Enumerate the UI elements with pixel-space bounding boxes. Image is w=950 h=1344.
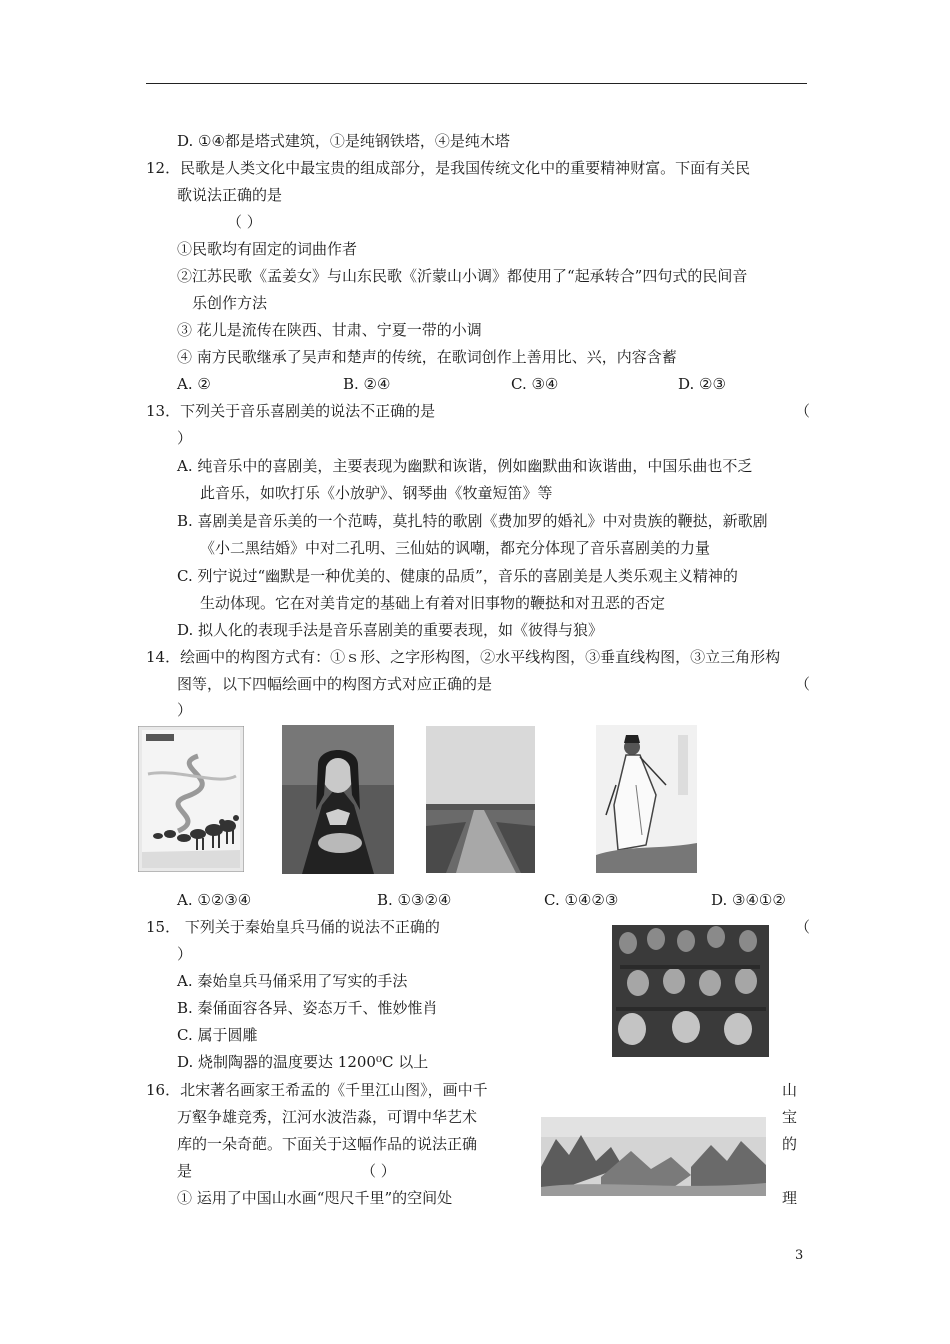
q12-statement-2-line1: ②江苏民歌《孟姜女》与山东民歌《沂蒙山小调》都使用了“起承转合”四句式的民间音 <box>177 267 748 285</box>
q12-option-d: D. ②③ <box>678 375 726 393</box>
q15-option-b: B. 秦俑面容各异、姿态万千、惟妙惟肖 <box>177 999 438 1017</box>
q16-line2: 万壑争雄竞秀，江河水波浩淼，可谓中华艺术 <box>177 1108 478 1126</box>
q13-option-d: D. 拟人化的表现手法是音乐喜剧美的重要表现，如《彼得与狼》 <box>177 621 604 639</box>
mona-lisa-painting <box>282 725 394 874</box>
q16-line5-right: 理 <box>782 1189 798 1207</box>
q15-paren-open: （ <box>795 918 811 936</box>
q13-option-c-line2: 生动体现。它在对美肯定的基础上有着对旧事物的鞭挞和对丑恶的否定 <box>200 594 666 612</box>
q11-option-d: D. ①④都是塔式建筑，①是纯钢铁塔，④是纯木塔 <box>177 132 510 150</box>
q12-stem-line1: 12．民歌是人类文化中最宝贵的组成部分，是我国传统文化中的重要精神财富。下面有关民 <box>146 159 751 177</box>
q16-answer-blank: （ ） <box>361 1162 396 1180</box>
q14-option-a: A. ①②③④ <box>177 891 252 909</box>
q15-option-c: C. 属于圆雕 <box>177 1026 258 1044</box>
q12-option-c: C. ③④ <box>511 375 559 393</box>
terracotta-warriors-photo <box>612 925 769 1057</box>
q12-statement-3: ③ 花儿是流传在陕西、甘肃、宁夏一带的小调 <box>177 321 482 339</box>
landscape-scroll-painting <box>541 1117 766 1196</box>
q12-option-a: A. ② <box>177 375 211 393</box>
q16-statement-1: ① 运用了中国山水画“咫尺千里”的空间处 <box>177 1189 453 1207</box>
q13-option-a-line2: 此音乐，如吹打乐《小放驴》、钢琴曲《牧童短笛》等 <box>200 484 553 502</box>
q16-line2-right: 宝 <box>782 1108 798 1126</box>
q15-stem: 15． 下列关于秦始皇兵马俑的说法不正确的 <box>146 918 440 936</box>
q14-paren-close: ） <box>177 701 193 719</box>
q14-option-b: B. ①③②④ <box>377 891 452 909</box>
q12-statement-2-line2: 乐创作方法 <box>192 294 268 312</box>
q13-option-c-line1: C. 列宁说过“幽默是一种优美的、健康的品质”，音乐的喜剧美是人类乐观主义精神的 <box>177 567 738 585</box>
q13-option-b-line1: B. 喜剧美是音乐美的一个范畴，莫扎特的歌剧《费加罗的婚礼》中对贵族的鞭挞，新歌剧 <box>177 512 768 530</box>
q14-option-c: C. ①④②③ <box>544 891 619 909</box>
q16-line3-right: 的 <box>782 1135 798 1153</box>
q14-stem-line1: 14．绘画中的构图方式有：①ｓ形、之字形构图，②水平线构图，③垂直线构图，③立三角形构 <box>146 648 781 666</box>
q16-line1-right: 山 <box>782 1081 798 1099</box>
q14-paren-open: （ <box>795 675 811 693</box>
q13-paren-open: （ <box>795 402 811 420</box>
q13-option-a-line1: A. 纯音乐中的喜剧美，主要表现为幽默和诙谐，例如幽默曲和诙谐曲，中国乐曲也不乏 <box>177 457 753 475</box>
scholar-figure-painting <box>596 725 697 873</box>
q16-line1: 16．北宋著名画家王希孟的《千里江山图》，画中千 <box>146 1081 488 1099</box>
road-landscape-painting <box>426 726 535 873</box>
q12-statement-4: ④ 南方民歌继承了吴声和楚声的传统，在歌词创作上善用比、兴，内容含蓄 <box>177 348 677 366</box>
q14-stem-line2: 图等，以下四幅绘画中的构图方式对应正确的是 <box>177 675 493 693</box>
q12-stem-line2: 歌说法正确的是 <box>177 186 283 204</box>
q16-line3: 库的一朵奇葩。下面关于这幅作品的说法正确 <box>177 1135 478 1153</box>
q13-paren-close: ） <box>177 429 193 447</box>
q16-line4: 是 <box>177 1162 193 1180</box>
q12-option-b: B. ②④ <box>343 375 391 393</box>
q15-option-a: A. 秦始皇兵马俑采用了写实的手法 <box>177 972 408 990</box>
q13-stem: 13．下列关于音乐喜剧美的说法不正确的是 <box>146 402 436 420</box>
q15-option-d: D. 烧制陶器的温度要达 1200⁰C 以上 <box>177 1053 429 1071</box>
page-number: 3 <box>795 1248 804 1263</box>
q14-option-d: D. ③④①② <box>711 891 786 909</box>
camel-caravan-painting <box>138 726 244 872</box>
q12-answer-blank: （ ） <box>227 213 262 231</box>
header-rule <box>146 83 807 84</box>
q13-option-b-line2: 《小二黑结婚》中对二孔明、三仙姑的讽嘲，都充分体现了音乐喜剧美的力量 <box>200 539 711 557</box>
q12-statement-1: ①民歌均有固定的词曲作者 <box>177 240 358 258</box>
q15-paren-close: ） <box>177 945 193 963</box>
